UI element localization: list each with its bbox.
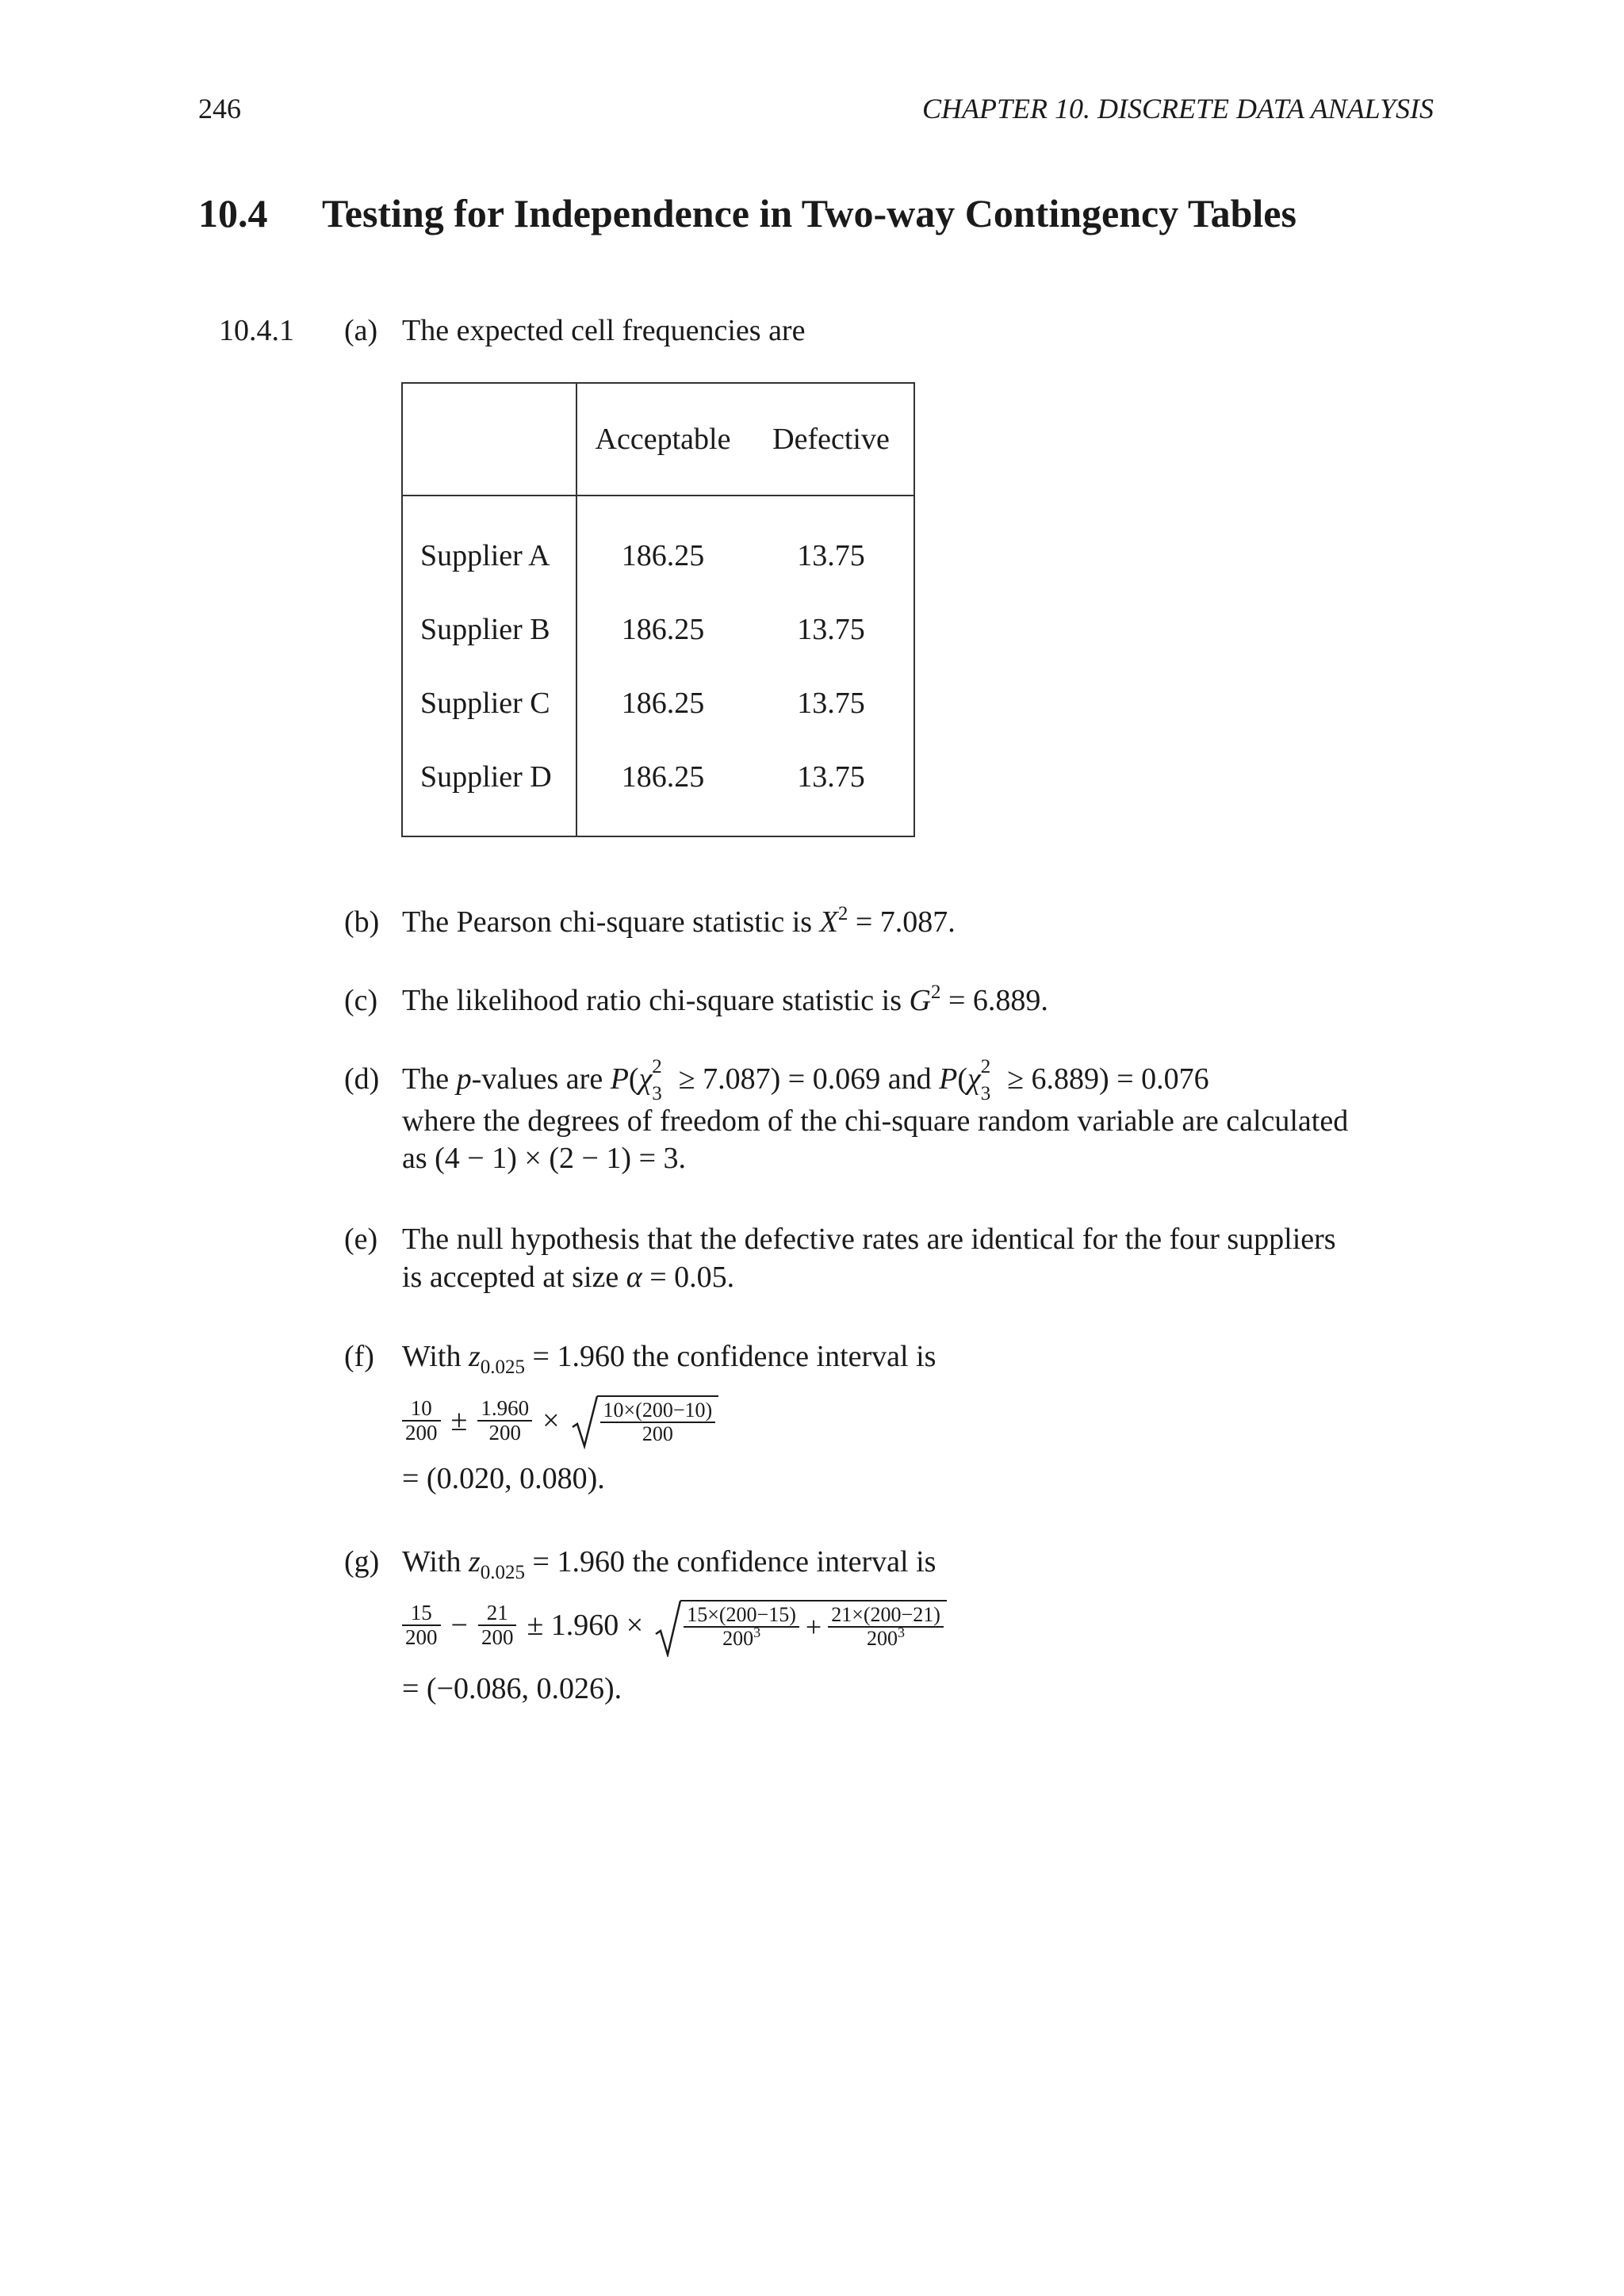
- fraction: [477, 1397, 532, 1445]
- radicand: [597, 1395, 719, 1445]
- part-g-label: (g): [344, 1545, 380, 1578]
- radical-sign-icon: [570, 1395, 599, 1449]
- table-row: [402, 496, 914, 592]
- statistic-symbol: G: [909, 984, 931, 1017]
- problem-number: 10.4.1: [219, 314, 294, 347]
- cell-defective: 13.75: [797, 538, 865, 572]
- subscript: 0.025: [480, 1562, 526, 1583]
- fraction: [684, 1604, 799, 1650]
- cell-acceptable: 186.25: [576, 740, 749, 836]
- exponent: 3: [753, 1624, 761, 1640]
- text: = 1.960 the confidence interval is: [532, 1340, 936, 1373]
- square-root: [653, 1600, 947, 1650]
- part-e-line2: [402, 1259, 734, 1296]
- part-d-line1: The p-values are P(χ 2 3 ≥ 7.087) = 0.069 and P(χ 2 3 ≥ 6.889) = 0.076: [402, 1056, 1209, 1104]
- probability-symbol: P: [939, 1062, 958, 1096]
- denominator: [828, 1624, 944, 1650]
- table-row: [402, 740, 914, 836]
- table-corner-cell: [402, 383, 576, 496]
- part-c-label: (c): [344, 984, 378, 1017]
- part-d-line3: as (4 − 1) × (2 − 1) = 3.: [402, 1142, 686, 1175]
- part-e-line1: The null hypothesis that the defective rates are identical for the four suppliers: [402, 1223, 1336, 1256]
- superscript: 2: [980, 1056, 991, 1077]
- radical-sign-icon: [653, 1600, 682, 1657]
- square-root: [570, 1395, 719, 1445]
- superscript: 2: [837, 903, 848, 924]
- statistic-symbol: X: [819, 905, 838, 939]
- table-row: [402, 666, 914, 740]
- alpha-symbol: α: [626, 1261, 642, 1294]
- denominator: 200: [481, 1624, 514, 1649]
- fraction: [478, 1601, 517, 1649]
- cell-defective: 13.75: [797, 686, 865, 720]
- part-d-label: (d): [344, 1062, 380, 1096]
- part-e-label: (e): [344, 1223, 378, 1256]
- part-a-label: (a): [344, 314, 378, 347]
- row-label: Supplier A: [420, 538, 550, 572]
- cell-defective: 13.75: [797, 612, 865, 646]
- fraction: [402, 1397, 441, 1445]
- numerator: 21×(200−21): [828, 1604, 944, 1628]
- chi-symbol: χ: [967, 1062, 981, 1096]
- denominator: 200: [642, 1422, 673, 1445]
- plus-minus: ±: [450, 1403, 468, 1437]
- text: = 1.960 the confidence interval is: [532, 1545, 936, 1578]
- plus: +: [805, 1611, 822, 1643]
- subscript: 0.025: [480, 1357, 526, 1378]
- part-b-sentence: The Pearson chi-square statistic is: [402, 905, 813, 939]
- z-symbol: z: [468, 1340, 481, 1373]
- part-f-formula: [402, 1395, 718, 1445]
- base: 200: [867, 1627, 898, 1650]
- denominator: 200: [405, 1420, 438, 1445]
- cell-acceptable: 186.25: [576, 496, 749, 592]
- table-row: [402, 592, 914, 666]
- times: ×: [542, 1403, 560, 1437]
- denominator: 200: [488, 1420, 521, 1445]
- col-header-defective: Defective: [749, 383, 914, 496]
- subscript: 3: [652, 1083, 662, 1104]
- plus-minus-coefficient: ± 1.960 ×: [527, 1608, 644, 1642]
- numerator: 15×(200−15): [684, 1604, 799, 1628]
- cell-defective: 13.75: [797, 760, 865, 794]
- exponent: 3: [898, 1624, 906, 1640]
- row-label: Supplier B: [420, 612, 550, 646]
- part-f-label: (f): [344, 1340, 374, 1373]
- denominator: 200: [405, 1624, 438, 1649]
- section-number: 10.4: [198, 191, 268, 235]
- radicand: [680, 1600, 947, 1650]
- part-c-sentence: The likelihood ratio chi-square statistic is: [402, 984, 902, 1017]
- chi-symbol: χ: [638, 1062, 653, 1096]
- text: With: [402, 1545, 462, 1578]
- part-a-text: The expected cell frequencies are: [402, 314, 806, 347]
- part-g-formula: [402, 1600, 947, 1650]
- expected-frequencies-table: [401, 382, 915, 837]
- superscript: 2: [652, 1056, 662, 1077]
- part-g-result: = (−0.086, 0.026).: [402, 1672, 622, 1705]
- chi-scripts: [652, 1056, 671, 1104]
- part-c-text: [402, 982, 1048, 1020]
- col-header-acceptable: Acceptable: [576, 383, 749, 496]
- superscript: 2: [930, 982, 941, 1003]
- table-header-row: [402, 383, 914, 496]
- part-g-line1: [402, 1544, 936, 1581]
- chi-scripts: [980, 1056, 1000, 1104]
- cell-acceptable: 186.25: [576, 592, 749, 666]
- part-f-result: = (0.020, 0.080).: [402, 1462, 605, 1495]
- numerator: 1.960: [477, 1397, 532, 1422]
- base: 200: [722, 1627, 754, 1650]
- subscript: 3: [980, 1083, 991, 1104]
- text: is accepted at size: [402, 1261, 619, 1294]
- section-title: Testing for Independence in Two-way Contingency Tables: [322, 191, 1297, 235]
- row-label: Supplier D: [420, 760, 552, 794]
- cell-acceptable: 186.25: [576, 666, 749, 740]
- z-symbol: z: [468, 1545, 481, 1578]
- text: With: [402, 1340, 462, 1373]
- p-symbol: p: [456, 1062, 472, 1096]
- text: -values are: [471, 1062, 603, 1096]
- fraction: [402, 1601, 441, 1649]
- minus: −: [450, 1608, 468, 1642]
- numerator: 15: [402, 1601, 441, 1626]
- part-b-label: (b): [344, 905, 380, 939]
- statistic-value: = 6.889.: [948, 984, 1048, 1017]
- text: The: [402, 1062, 450, 1096]
- numerator: 10: [402, 1397, 441, 1422]
- statistic-value: = 7.087.: [855, 905, 956, 939]
- denominator: [684, 1624, 799, 1650]
- text: ≥ 6.889) = 0.076: [1007, 1062, 1209, 1096]
- row-label: Supplier C: [420, 686, 550, 720]
- text: = 0.05.: [649, 1261, 735, 1294]
- fraction: [828, 1604, 944, 1650]
- part-f-line1: [402, 1338, 936, 1376]
- running-header: CHAPTER 10. DISCRETE DATA ANALYSIS: [922, 93, 1434, 124]
- numerator: 21: [478, 1601, 517, 1626]
- numerator: 10×(200−10): [600, 1399, 716, 1423]
- fraction: [600, 1399, 716, 1445]
- part-d-line2: where the degrees of freedom of the chi-square random variable are calculated: [402, 1104, 1349, 1138]
- text: ≥ 7.087) = 0.069 and: [678, 1062, 932, 1096]
- page-number: 246: [198, 93, 241, 124]
- part-b-text: [402, 904, 956, 941]
- probability-symbol: P: [610, 1062, 629, 1096]
